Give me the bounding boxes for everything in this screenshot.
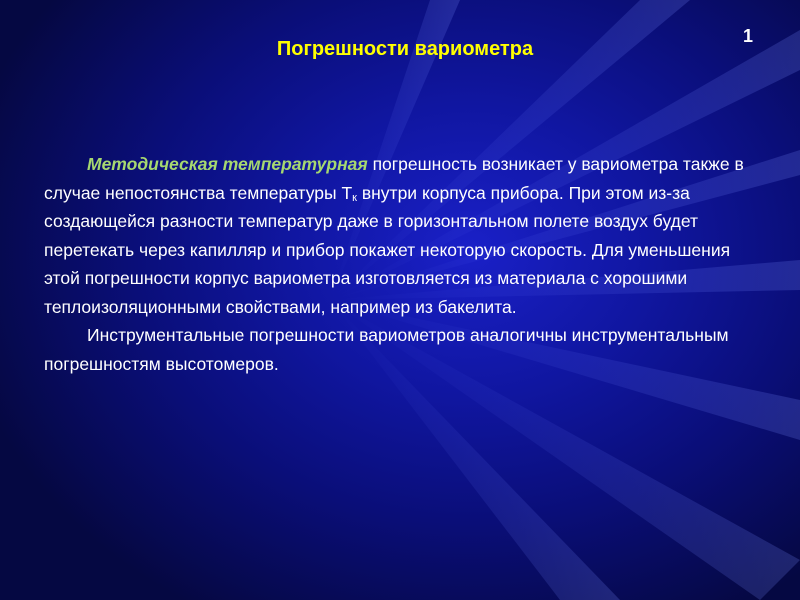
subscript-k: к [352, 191, 357, 204]
slide-body [44, 150, 766, 378]
emphasis-term: Методическая температурная [87, 154, 368, 174]
slide-number: 1 [742, 26, 753, 46]
paragraph-temperature-error [44, 150, 766, 321]
paragraph-text-part2: внутри корпуса прибора. При этом из-за создающейся разности температур даже в горизонтальном полете воздух будет перетекать через капилляр и прибор покажет некоторую скорость. Для уменьшения этой погрешности корпус вариометра изготовляется из материала с хорошими теплоизоляционными свойствами, например из бакелита. [44, 182, 731, 317]
paragraph-instrumental-error: Инструментальные погрешности вариометров аналогичны инструментальным погрешностям высотомеров. [44, 325, 729, 374]
paragraph-text-part1: погрешность возникает у вариометра также в случае непостоянства температуры Т [44, 154, 744, 203]
slide-title: Погрешности вариометра [276, 38, 534, 60]
